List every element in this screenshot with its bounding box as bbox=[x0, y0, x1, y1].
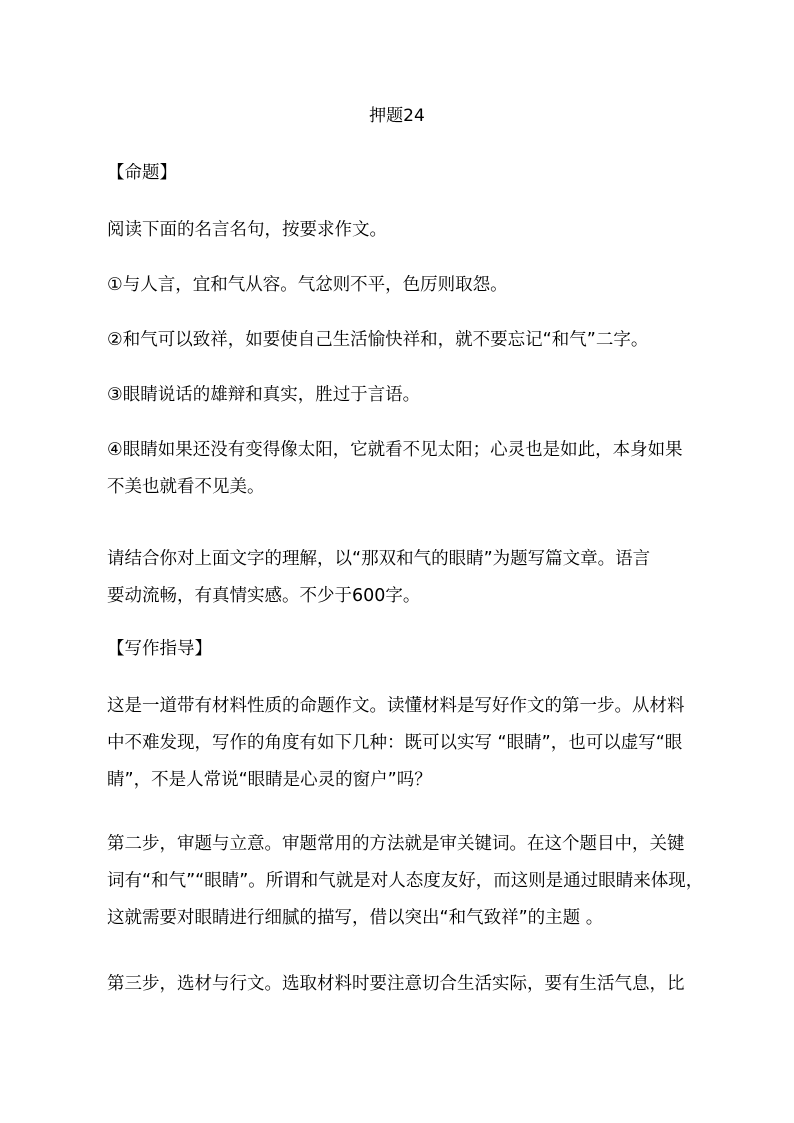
guide-paragraph-2-line-1: 第二步，审题与立意。审题常用的方法就是审关键词。在这个题目中，关键 bbox=[107, 834, 685, 854]
quote-4-line-1: ④眼睛如果还没有变得像太阳，它就看不见太阳；心灵也是如此，本身如果 bbox=[107, 440, 683, 460]
quote-4 bbox=[107, 432, 747, 506]
quote-1: ①与人言，宜和气从容。气忿则不平，色厉则取怨。 bbox=[107, 275, 508, 295]
section-heading-guide: 【写作指导】 bbox=[107, 639, 212, 659]
requirement-line-2: 要动流畅，有真情实感。不少于600字。 bbox=[107, 586, 421, 606]
guide-paragraph-2-line-2: 词有“和气”“眼睛”。所谓和气就是对人态度友好，而这则是通过眼睛来体现， bbox=[107, 871, 704, 891]
guide-paragraph-2-line-3: 这就需要对眼睛进行细腻的描写，借以突出“和气致祥”的主题 。 bbox=[107, 908, 604, 928]
requirement-line-1: 请结合你对上面文字的理解，以“那双和气的眼睛”为题写篇文章。语言 bbox=[107, 549, 651, 569]
guide-paragraph-1 bbox=[107, 688, 747, 799]
quote-4-line-2: 不美也就看不见美。 bbox=[107, 477, 265, 497]
requirement-paragraph bbox=[107, 541, 747, 615]
guide-paragraph-3 bbox=[107, 966, 747, 1003]
guide-paragraph-1-line-1: 这是一道带有材料性质的命题作文。读懂材料是写好作文的第一步。从材料 bbox=[107, 696, 685, 716]
intro-paragraph: 阅读下面的名言名句，按要求作文。 bbox=[107, 220, 387, 240]
guide-paragraph-3-line-1: 第三步，选材与行文。选取材料时要注意切合生活实际，要有生活气息，比 bbox=[107, 974, 685, 994]
guide-paragraph-1-line-3: 睛”，不是人常说“眼睛是心灵的窗户”吗？ bbox=[107, 770, 432, 790]
guide-paragraph-2 bbox=[107, 826, 747, 937]
section-heading-topic: 【命题】 bbox=[107, 163, 177, 183]
quote-2: ②和气可以致祥，如要使自己生活愉快祥和，就不要忘记“和气”二字。 bbox=[107, 330, 649, 350]
guide-paragraph-1-line-2: 中不难发现，写作的角度有如下几种：既可以实写 “眼睛”，也可以虚写“眼 bbox=[107, 733, 683, 753]
document-title: 押题24 bbox=[369, 106, 425, 126]
quote-3: ③眼睛说话的雄辩和真实，胜过于言语。 bbox=[107, 385, 421, 405]
